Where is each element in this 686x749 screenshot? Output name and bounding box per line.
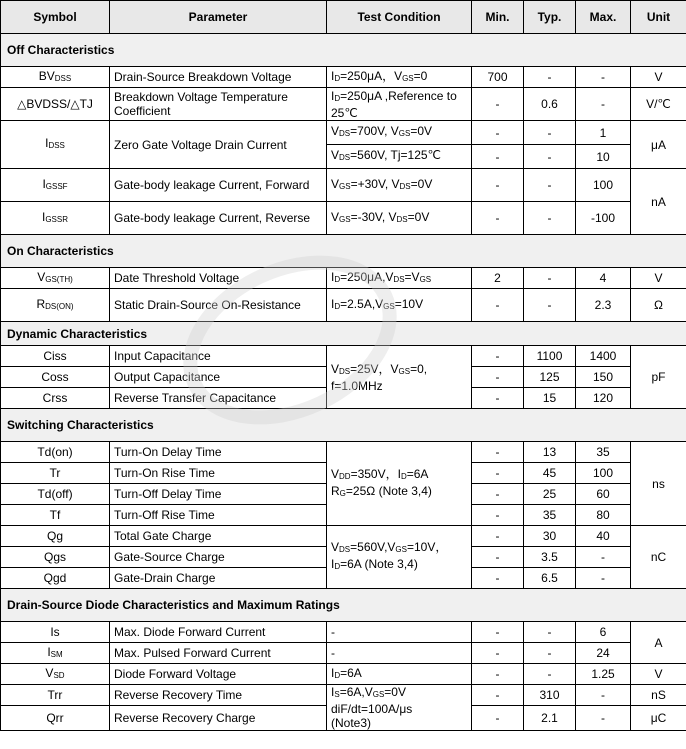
parameter-cell: Output Capacitance	[110, 367, 327, 388]
min-cell: -	[472, 346, 524, 367]
unit-cell: ns	[631, 442, 686, 526]
typ-cell: 35	[524, 505, 576, 526]
symbol-cell: $I_{DSS}$	[1, 121, 110, 169]
max-cell: 150	[576, 367, 631, 388]
table-row	[1, 664, 686, 685]
section-title: Switching Characteristics	[1, 409, 686, 442]
symbol-cell: $BV_{DSS}$	[1, 67, 110, 88]
max-cell: 120	[576, 388, 631, 409]
condition-cell: $V_{DS}=700V$, $V_{GS}=0V$	[327, 121, 472, 145]
symbol-cell: Tr	[1, 463, 110, 484]
condition-cell: $I_D=250\mu A$ ,Reference to 25℃	[327, 88, 472, 121]
typ-cell: 6.5	[524, 568, 576, 589]
symbol-cell: Crss	[1, 388, 110, 409]
unit-cell: nA	[631, 169, 686, 235]
max-cell: 2.3	[576, 289, 631, 322]
section-dynamic	[1, 322, 686, 346]
typ-cell: 25	[524, 484, 576, 505]
typ-cell: 45	[524, 463, 576, 484]
condition-cell: $I_S=6A,V_{GS}=0V$ diF/dt=100A/μs (Note3)	[327, 685, 472, 731]
typ-cell: -	[524, 121, 576, 145]
section-on	[1, 235, 686, 268]
unit-cell: pF	[631, 346, 686, 409]
max-cell: 60	[576, 484, 631, 505]
min-cell: 700	[472, 67, 524, 88]
table-row	[1, 685, 686, 706]
max-cell: 4	[576, 268, 631, 289]
min-cell: -	[472, 706, 524, 731]
unit-cell: nC	[631, 526, 686, 589]
symbol-cell: △BVDSS/△TJ	[1, 88, 110, 121]
max-cell: -	[576, 706, 631, 731]
table-row	[1, 88, 686, 121]
max-cell: 6	[576, 622, 631, 643]
condition-cell: $V_{DS}=560V$, Tj=125℃	[327, 145, 472, 169]
header-typ: Typ.	[524, 1, 576, 34]
unit-cell: nS	[631, 685, 686, 706]
parameter-cell: Max. Pulsed Forward Current	[110, 643, 327, 664]
table-row	[1, 526, 686, 547]
typ-cell: 125	[524, 367, 576, 388]
parameter-cell: Turn-Off Rise Time	[110, 505, 327, 526]
min-cell: 2	[472, 268, 524, 289]
symbol-cell: Qgs	[1, 547, 110, 568]
symbol-cell: Coss	[1, 367, 110, 388]
parameter-cell: Turn-Off Delay Time	[110, 484, 327, 505]
unit-cell: V	[631, 268, 686, 289]
symbol-cell: Ciss	[1, 346, 110, 367]
min-cell: -	[472, 622, 524, 643]
table-row	[1, 289, 686, 322]
table-row	[1, 442, 686, 463]
symbol-cell: $I_{GSSF}$	[1, 169, 110, 202]
parameter-cell: Turn-On Delay Time	[110, 442, 327, 463]
symbol-cell: Tf	[1, 505, 110, 526]
max-cell: 35	[576, 442, 631, 463]
min-cell: -	[472, 121, 524, 145]
header-test-condition: Test Condition	[327, 1, 472, 34]
parameter-cell: Max. Diode Forward Current	[110, 622, 327, 643]
unit-cell: Ω	[631, 289, 686, 322]
table-row	[1, 268, 686, 289]
min-cell: -	[472, 685, 524, 706]
min-cell: -	[472, 289, 524, 322]
parameter-cell: Input Capacitance	[110, 346, 327, 367]
min-cell: -	[472, 568, 524, 589]
condition-cell: $I_D=6A$	[327, 664, 472, 685]
parameter-cell: Turn-On Rise Time	[110, 463, 327, 484]
table-row	[1, 346, 686, 367]
unit-cell: μA	[631, 121, 686, 169]
parameter-cell: Total Gate Charge	[110, 526, 327, 547]
typ-cell: 15	[524, 388, 576, 409]
symbol-cell: Trr	[1, 685, 110, 706]
parameter-cell: Reverse Recovery Charge	[110, 706, 327, 731]
unit-cell: μC	[631, 706, 686, 731]
typ-cell: -	[524, 289, 576, 322]
min-cell: -	[472, 388, 524, 409]
typ-cell: 13	[524, 442, 576, 463]
max-cell: -	[576, 67, 631, 88]
parameter-cell: Gate-body leakage Current, Reverse	[110, 202, 327, 235]
table-row	[1, 202, 686, 235]
max-cell: -	[576, 88, 631, 121]
parameter-cell: Reverse Transfer Capacitance	[110, 388, 327, 409]
header-max: Max.	[576, 1, 631, 34]
symbol-cell: Td(off)	[1, 484, 110, 505]
typ-cell: -	[524, 643, 576, 664]
section-title: On Characteristics	[1, 235, 686, 268]
min-cell: -	[472, 526, 524, 547]
symbol-cell: Td(on)	[1, 442, 110, 463]
min-cell: -	[472, 643, 524, 664]
table-row	[1, 643, 686, 664]
condition-cell: -	[327, 622, 472, 643]
max-cell: -	[576, 685, 631, 706]
parameter-cell: Diode Forward Voltage	[110, 664, 327, 685]
table-row	[1, 121, 686, 145]
max-cell: 1.25	[576, 664, 631, 685]
max-cell: 100	[576, 463, 631, 484]
table-row	[1, 169, 686, 202]
max-cell: 24	[576, 643, 631, 664]
condition-cell: $I_D=2.5A,V_{GS}=10V$	[327, 289, 472, 322]
max-cell: 10	[576, 145, 631, 169]
typ-cell: -	[524, 169, 576, 202]
unit-cell: V	[631, 67, 686, 88]
symbol-cell: $R_{DS(ON)}$	[1, 289, 110, 322]
section-off	[1, 34, 686, 67]
condition-cell: $I_D=250\mu A,V_{DS}=V_{GS}$	[327, 268, 472, 289]
typ-cell: 0.6	[524, 88, 576, 121]
table-row	[1, 67, 686, 88]
parameter-cell: Reverse Recovery Time	[110, 685, 327, 706]
symbol-cell: $V_{GS(TH)}$	[1, 268, 110, 289]
min-cell: -	[472, 367, 524, 388]
header-parameter: Parameter	[110, 1, 327, 34]
header-unit: Unit	[631, 1, 686, 34]
max-cell: -100	[576, 202, 631, 235]
min-cell: -	[472, 202, 524, 235]
min-cell: -	[472, 442, 524, 463]
parameter-cell: Static Drain-Source On-Resistance	[110, 289, 327, 322]
parameter-cell: Date Threshold Voltage	[110, 268, 327, 289]
typ-cell: 30	[524, 526, 576, 547]
symbol-cell: Qrr	[1, 706, 110, 731]
table-row	[1, 622, 686, 643]
unit-cell: A	[631, 622, 686, 664]
unit-cell: V	[631, 664, 686, 685]
header-symbol: Symbol	[1, 1, 110, 34]
condition-cell: $I_D=250\mu A$，$V_{GS}=0$	[327, 67, 472, 88]
condition-cell: -	[327, 643, 472, 664]
min-cell: -	[472, 145, 524, 169]
parameter-cell: Drain-Source Breakdown Voltage	[110, 67, 327, 88]
max-cell: -	[576, 547, 631, 568]
condition-cell: $V_{GS}=-30V$, $V_{DS}=0V$	[327, 202, 472, 235]
symbol-cell: Qgd	[1, 568, 110, 589]
symbol-cell: Qg	[1, 526, 110, 547]
parameter-cell: Gate-body leakage Current, Forward	[110, 169, 327, 202]
section-switching	[1, 409, 686, 442]
min-cell: -	[472, 547, 524, 568]
typ-cell: -	[524, 145, 576, 169]
parameter-cell: Gate-Drain Charge	[110, 568, 327, 589]
min-cell: -	[472, 88, 524, 121]
header-min: Min.	[472, 1, 524, 34]
symbol-cell: $I_{GSSR}$	[1, 202, 110, 235]
max-cell: 1	[576, 121, 631, 145]
condition-cell: $V_{DD}=350V$，$I_D=6A$ $R_G=25\Omega$ (Note 3,4)	[327, 442, 472, 526]
unit-cell: V/℃	[631, 88, 686, 121]
max-cell: 100	[576, 169, 631, 202]
typ-cell: 2.1	[524, 706, 576, 731]
header-row	[1, 1, 686, 34]
section-title: Dynamic Characteristics	[1, 322, 686, 346]
min-cell: -	[472, 664, 524, 685]
typ-cell: -	[524, 202, 576, 235]
symbol-cell: $V_{SD}$	[1, 664, 110, 685]
max-cell: 80	[576, 505, 631, 526]
max-cell: -	[576, 568, 631, 589]
min-cell: -	[472, 505, 524, 526]
max-cell: 1400	[576, 346, 631, 367]
typ-cell: 3.5	[524, 547, 576, 568]
typ-cell: -	[524, 67, 576, 88]
condition-cell: $V_{DS}=25V$，$V_{GS}=0$, f=1.0MHz	[327, 346, 472, 409]
typ-cell: 310	[524, 685, 576, 706]
section-title: Drain-Source Diode Characteristics and Maximum Ratings	[1, 589, 686, 622]
section-diode	[1, 589, 686, 622]
section-title: Off Characteristics	[1, 34, 686, 67]
typ-cell: -	[524, 622, 576, 643]
symbol-cell: $I_{SM}$	[1, 643, 110, 664]
max-cell: 40	[576, 526, 631, 547]
typ-cell: 1100	[524, 346, 576, 367]
parameter-cell: Zero Gate Voltage Drain Current	[110, 121, 327, 169]
typ-cell: -	[524, 268, 576, 289]
min-cell: -	[472, 463, 524, 484]
condition-cell: $V_{GS}=+30V$, $V_{DS}=0V$	[327, 169, 472, 202]
parameter-cell: Breakdown Voltage Temperature Coefficient	[110, 88, 327, 121]
parameter-cell: Gate-Source Charge	[110, 547, 327, 568]
symbol-cell: Is	[1, 622, 110, 643]
min-cell: -	[472, 169, 524, 202]
condition-cell: $V_{DS}=560V,V_{GS}=10V$， $I_D=6A$ (Note 3,4)	[327, 526, 472, 589]
typ-cell: -	[524, 664, 576, 685]
min-cell: -	[472, 484, 524, 505]
